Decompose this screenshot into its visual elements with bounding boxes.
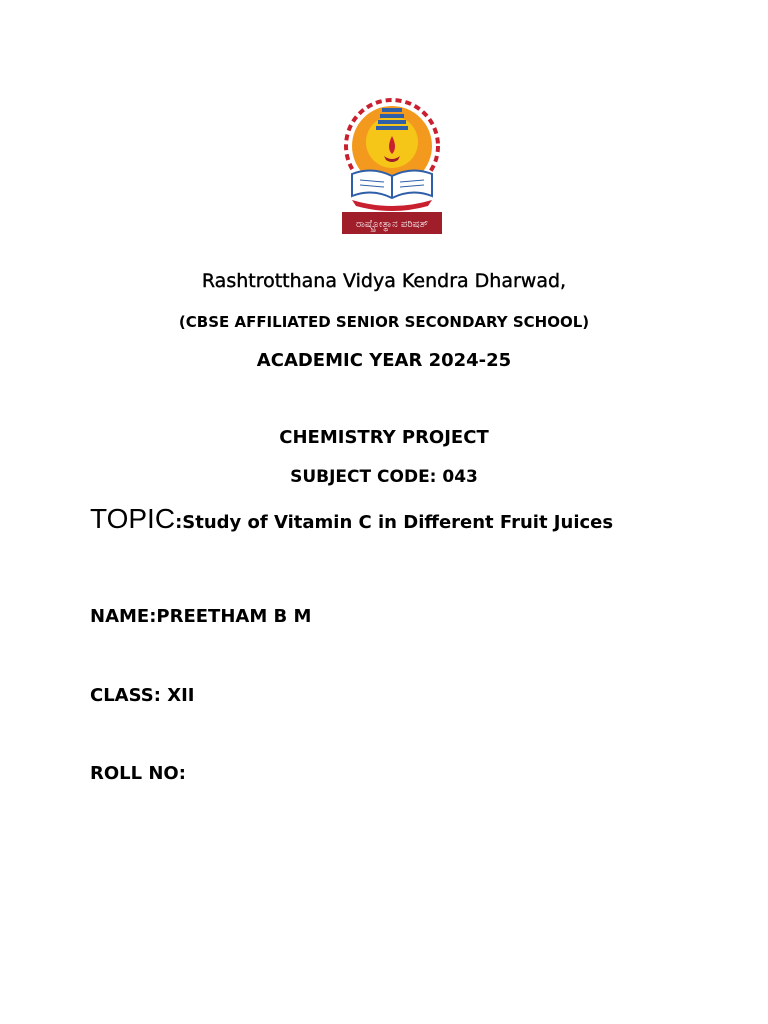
student-class: CLASS: XII xyxy=(90,685,195,706)
topic-label: TOPIC xyxy=(90,503,176,534)
school-affiliation: (CBSE AFFILIATED SENIOR SECONDARY SCHOOL) xyxy=(178,313,590,331)
topic-line xyxy=(90,503,613,535)
academic-year: ACADEMIC YEAR 2024-25 xyxy=(256,350,512,371)
svg-text:ರಾಷ್ಟ್ರೋತ್ಥಾನ ಪರಿಷತ್: ರಾಷ್ಟ್ರೋತ್ಥಾನ ಪರಿಷತ್ xyxy=(356,219,428,230)
subject-code: SUBJECT CODE: 043 xyxy=(290,467,478,487)
school-name: Rashtrotthana Vidya Kendra Dharwad, xyxy=(201,270,567,292)
topic-text: :Study of Vitamin C in Different Fruit Juices xyxy=(175,512,614,533)
student-name: NAME:PREETHAM B M xyxy=(90,606,312,627)
school-logo xyxy=(338,96,446,238)
lotus-base-icon xyxy=(352,200,432,211)
project-title: CHEMISTRY PROJECT xyxy=(279,427,489,448)
student-roll-no: ROLL NO: xyxy=(90,763,186,784)
